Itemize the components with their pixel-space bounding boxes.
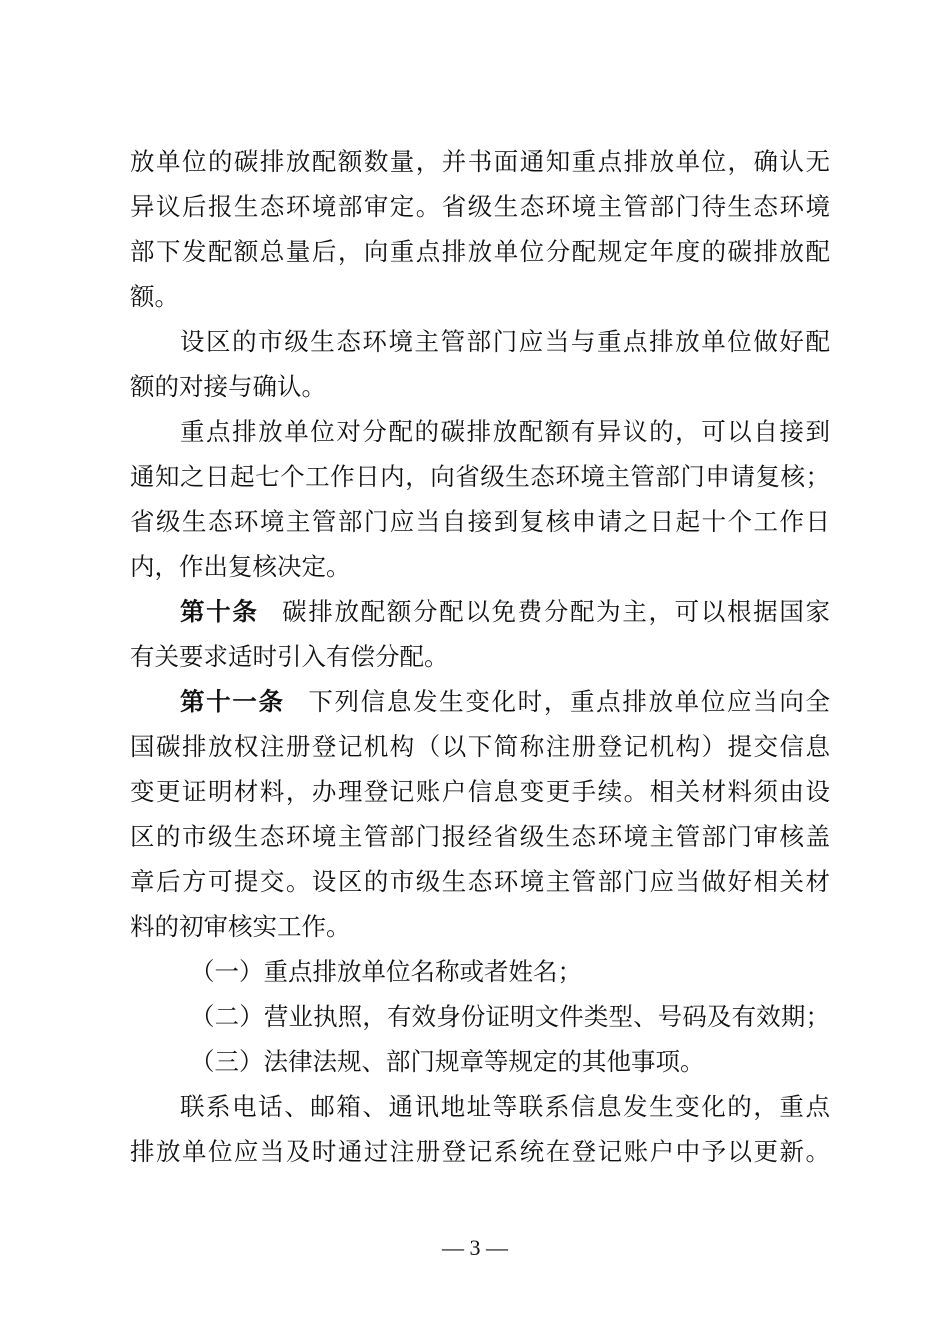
- paragraph-line: 有关要求适时引入有偿分配。: [130, 642, 449, 671]
- paragraph-line: 设区的市级生态环境主管部门应当与重点排放单位做好配: [180, 327, 830, 356]
- paragraph-line: 联系电话、邮箱、通讯地址等联系信息发生变化的，重点: [180, 1092, 830, 1121]
- article-text: 下列信息发生变化时，重点排放单位应当向全: [306, 687, 831, 716]
- article-first-line: [180, 682, 830, 722]
- article-heading: 第十一条: [180, 687, 285, 716]
- paragraph-line: 额。: [130, 282, 179, 311]
- paragraph-line: 国碳排放权注册登记机构（以下简称注册登记机构）提交信息: [130, 732, 830, 761]
- list-item: （三）法律法规、部门规章等规定的其他事项。: [190, 1047, 705, 1076]
- paragraph-line: 异议后报生态环境部审定。省级生态环境主管部门待生态环境: [130, 192, 830, 221]
- list-item: （二）营业执照，有效身份证明文件类型、号码及有效期；: [190, 1002, 830, 1031]
- article-heading: 第十条: [180, 597, 259, 626]
- paragraph-line: 放单位的碳排放配额数量，并书面通知重点排放单位，确认无: [130, 147, 830, 176]
- article-first-line: [180, 592, 830, 632]
- paragraph-line: 料的初审核实工作。: [130, 912, 351, 941]
- paragraph-line: 变更证明材料，办理登记账户信息变更手续。相关材料须由设: [130, 777, 830, 806]
- paragraph-line: 排放单位应当及时通过注册登记系统在登记账户中予以更新。: [130, 1137, 830, 1166]
- paragraph-line: 通知之日起七个工作日内，向省级生态环境主管部门申请复核；: [130, 462, 830, 491]
- paragraph-line: 部下发配额总量后，向重点排放单位分配规定年度的碳排放配: [130, 237, 830, 266]
- paragraph-line: 区的市级生态环境主管部门报经省级生态环境主管部门审核盖: [130, 822, 830, 851]
- article-text: 碳排放配额分配以免费分配为主，可以根据国家: [280, 597, 830, 626]
- paragraph-line: 章后方可提交。设区的市级生态环境主管部门应当做好相关材: [130, 867, 830, 896]
- paragraph-line: 内，作出复核决定。: [130, 552, 351, 581]
- paragraph-line: 重点排放单位对分配的碳排放配额有异议的，可以自接到: [180, 417, 830, 446]
- page-number: — 3 —: [442, 1235, 508, 1260]
- paragraph-line: 省级生态环境主管部门应当自接到复核申请之日起十个工作日: [130, 507, 830, 536]
- paragraph-line: 额的对接与确认。: [130, 372, 326, 401]
- list-item: （一）重点排放单位名称或者姓名；: [190, 957, 582, 986]
